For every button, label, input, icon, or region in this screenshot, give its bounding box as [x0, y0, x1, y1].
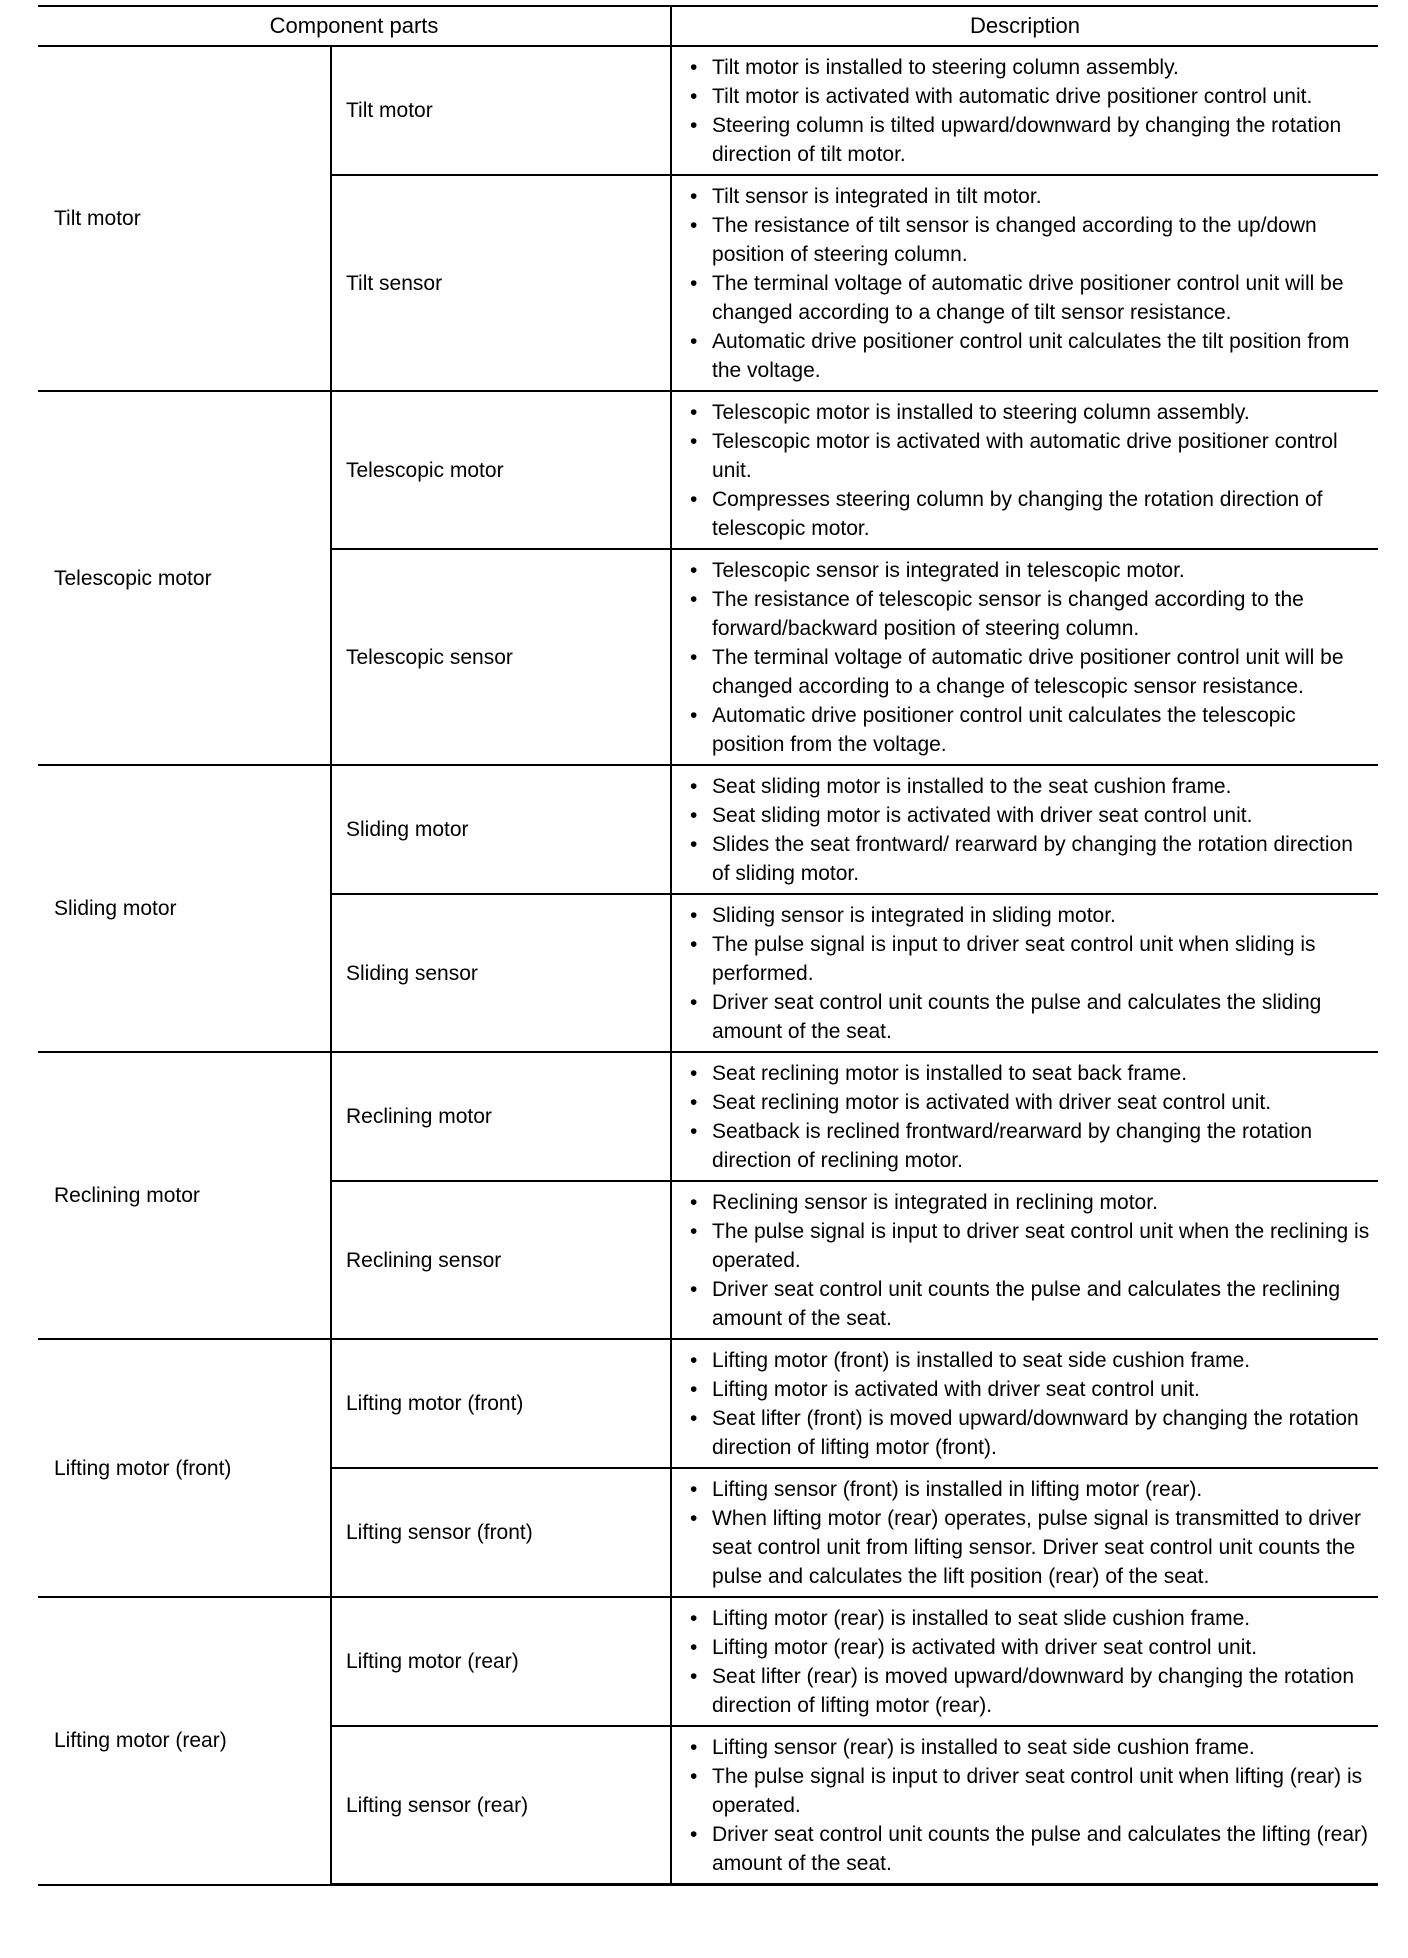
component-part-cell: Telescopic motor	[331, 391, 671, 549]
description-cell	[671, 1726, 1378, 1885]
header-component-parts: Component parts	[38, 6, 671, 46]
description-item: • Lifting sensor (rear) is installed to seat side cushion frame.	[690, 1733, 1370, 1762]
description-item: • The resistance of telescopic sensor is changed according to the forward/backward position of steering column.	[690, 585, 1370, 643]
component-part-cell: Lifting sensor (front)	[331, 1468, 671, 1597]
description-cell	[671, 1339, 1378, 1468]
description-list	[690, 398, 1370, 543]
description-item: • Seatback is reclined frontward/rearward by changing the rotation direction of reclining motor.	[690, 1117, 1370, 1175]
description-item: • Seat sliding motor is activated with driver seat control unit.	[690, 801, 1370, 830]
component-table	[38, 5, 1378, 1886]
component-group-cell: Tilt motor	[38, 46, 331, 391]
description-item: • Seat sliding motor is installed to the seat cushion frame.	[690, 772, 1370, 801]
component-group-cell: Lifting motor (rear)	[38, 1597, 331, 1885]
component-group-cell: Reclining motor	[38, 1052, 331, 1339]
description-cell	[671, 549, 1378, 765]
component-part-cell: Sliding sensor	[331, 894, 671, 1052]
description-item: • The pulse signal is input to driver seat control unit when lifting (rear) is operated.	[690, 1762, 1370, 1820]
description-list	[690, 1733, 1370, 1878]
description-item: • The terminal voltage of automatic drive positioner control unit will be changed according to a change of telescopic sensor resistance.	[690, 643, 1370, 701]
description-cell	[671, 175, 1378, 391]
description-cell	[671, 1181, 1378, 1339]
description-cell	[671, 1052, 1378, 1181]
table-row	[38, 46, 1378, 175]
description-list	[690, 901, 1370, 1046]
description-item: • The pulse signal is input to driver seat control unit when the reclining is operated.	[690, 1217, 1370, 1275]
description-item: • Tilt sensor is integrated in tilt motor.	[690, 182, 1370, 211]
table-row	[38, 391, 1378, 549]
description-item: • Steering column is tilted upward/downward by changing the rotation direction of tilt motor.	[690, 111, 1370, 169]
description-item: • Lifting motor is activated with driver seat control unit.	[690, 1375, 1370, 1404]
description-cell	[671, 1468, 1378, 1597]
description-item: • Compresses steering column by changing the rotation direction of telescopic motor.	[690, 485, 1370, 543]
description-item: • Automatic drive positioner control unit calculates the tilt position from the voltage.	[690, 327, 1370, 385]
description-cell	[671, 391, 1378, 549]
description-list	[690, 182, 1370, 385]
table-row	[38, 1339, 1378, 1468]
description-item: • Seat lifter (rear) is moved upward/downward by changing the rotation direction of lifting motor (rear).	[690, 1662, 1370, 1720]
table-body	[38, 46, 1378, 1885]
description-item: • Slides the seat frontward/ rearward by changing the rotation direction of sliding motor.	[690, 830, 1370, 888]
description-list	[690, 1475, 1370, 1591]
description-item: • Lifting sensor (front) is installed in lifting motor (rear).	[690, 1475, 1370, 1504]
description-item: • Telescopic motor is activated with automatic drive positioner control unit.	[690, 427, 1370, 485]
description-cell	[671, 46, 1378, 175]
component-group-cell: Lifting motor (front)	[38, 1339, 331, 1597]
description-item: • Telescopic motor is installed to steering column assembly.	[690, 398, 1370, 427]
description-list	[690, 772, 1370, 888]
description-item: • Sliding sensor is integrated in sliding motor.	[690, 901, 1370, 930]
description-item: • Driver seat control unit counts the pulse and calculates the reclining amount of the seat.	[690, 1275, 1370, 1333]
description-item: • Seat lifter (front) is moved upward/downward by changing the rotation direction of lifting motor (front).	[690, 1404, 1370, 1462]
description-cell	[671, 765, 1378, 894]
component-part-cell: Sliding motor	[331, 765, 671, 894]
component-part-cell: Tilt sensor	[331, 175, 671, 391]
table-header-row	[38, 6, 1378, 46]
description-list	[690, 1188, 1370, 1333]
description-list	[690, 1059, 1370, 1175]
component-part-cell: Tilt motor	[331, 46, 671, 175]
description-item: • Seat reclining motor is activated with driver seat control unit.	[690, 1088, 1370, 1117]
description-item: • The terminal voltage of automatic drive positioner control unit will be changed according to a change of tilt sensor resistance.	[690, 269, 1370, 327]
component-part-cell: Telescopic sensor	[331, 549, 671, 765]
table-row	[38, 1597, 1378, 1726]
description-list	[690, 1604, 1370, 1720]
component-part-cell: Lifting motor (front)	[331, 1339, 671, 1468]
description-cell	[671, 1597, 1378, 1726]
description-list	[690, 1346, 1370, 1462]
description-item: • Tilt motor is installed to steering column assembly.	[690, 53, 1370, 82]
component-part-cell: Reclining motor	[331, 1052, 671, 1181]
description-item: • Lifting motor (front) is installed to seat side cushion frame.	[690, 1346, 1370, 1375]
component-group-cell: Telescopic motor	[38, 391, 331, 765]
description-item: • Driver seat control unit counts the pulse and calculates the sliding amount of the seat.	[690, 988, 1370, 1046]
component-group-cell: Sliding motor	[38, 765, 331, 1052]
description-item: • The resistance of tilt sensor is changed according to the up/down position of steering column.	[690, 211, 1370, 269]
description-item: • When lifting motor (rear) operates, pulse signal is transmitted to driver seat control unit from lifting sensor. Driver seat control unit counts the pulse and calculates the lift position (rear) of the seat.	[690, 1504, 1370, 1591]
table-row	[38, 1052, 1378, 1181]
description-cell	[671, 894, 1378, 1052]
component-part-cell: Lifting motor (rear)	[331, 1597, 671, 1726]
description-item: • Automatic drive positioner control unit calculates the telescopic position from the voltage.	[690, 701, 1370, 759]
header-description: Description	[671, 6, 1378, 46]
description-list	[690, 556, 1370, 759]
description-item: • Telescopic sensor is integrated in telescopic motor.	[690, 556, 1370, 585]
description-item: • Lifting motor (rear) is installed to seat slide cushion frame.	[690, 1604, 1370, 1633]
description-item: • Lifting motor (rear) is activated with driver seat control unit.	[690, 1633, 1370, 1662]
component-part-cell: Lifting sensor (rear)	[331, 1726, 671, 1885]
table-row	[38, 765, 1378, 894]
description-list	[690, 53, 1370, 169]
description-item: • Tilt motor is activated with automatic drive positioner control unit.	[690, 82, 1370, 111]
description-item: • Reclining sensor is integrated in reclining motor.	[690, 1188, 1370, 1217]
description-item: • Seat reclining motor is installed to seat back frame.	[690, 1059, 1370, 1088]
description-item: • The pulse signal is input to driver seat control unit when sliding is performed.	[690, 930, 1370, 988]
component-part-cell: Reclining sensor	[331, 1181, 671, 1339]
description-item: • Driver seat control unit counts the pulse and calculates the lifting (rear) amount of the seat.	[690, 1820, 1370, 1878]
component-table-container	[38, 5, 1378, 1886]
